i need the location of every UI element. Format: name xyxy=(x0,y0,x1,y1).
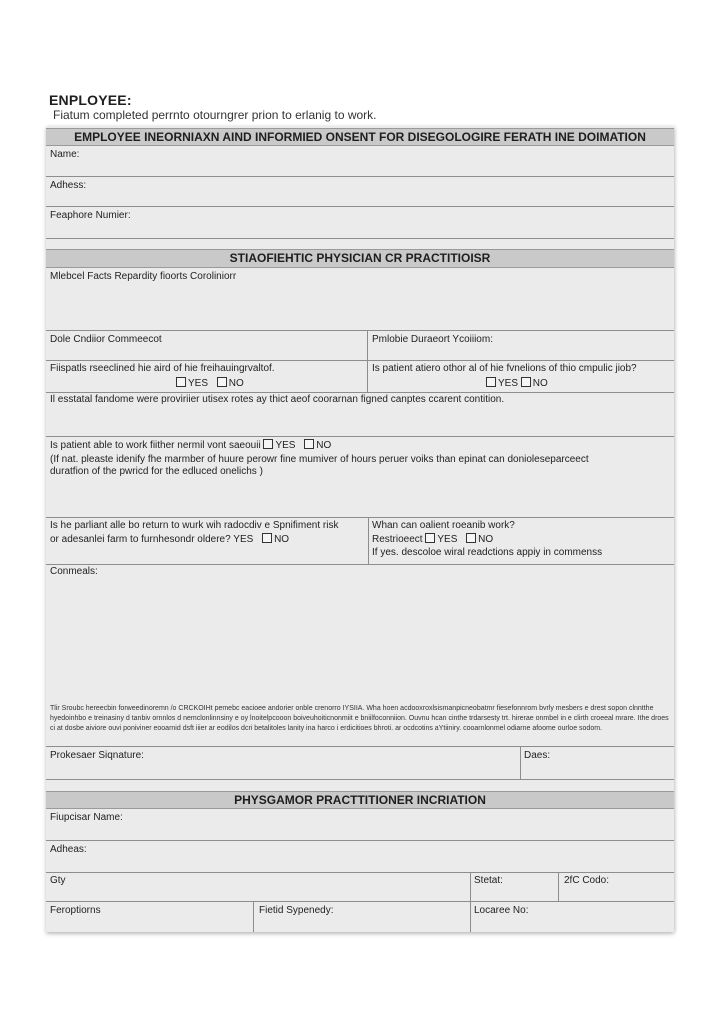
question-functions-options xyxy=(486,377,548,389)
restrictions-note: If yes. descoloe wiral readctions appiy in commenss xyxy=(372,547,603,558)
no-label: NO xyxy=(478,534,494,545)
date-onset-label: Dole Cndiior Commeecot xyxy=(50,334,162,345)
employee-heading: ENPLOYEE: xyxy=(49,92,132,108)
no-checkbox[interactable] xyxy=(521,377,531,387)
physician-name-label: Fiupcisar Name: xyxy=(50,812,123,823)
medical-facts-label: Mlebcel Facts Repardity fioorts Coroliniorr xyxy=(50,271,237,282)
yes-label: YES xyxy=(275,440,296,451)
comments-label: Conmeals: xyxy=(50,566,98,577)
phone-field-label: Feaphore Numier: xyxy=(50,210,131,221)
yes-label: YES xyxy=(498,378,519,389)
license-number-label: Locaree No: xyxy=(474,905,529,916)
reduced-duration-note: duratfion of the pwricd for the edluced onelichs ) xyxy=(50,466,263,477)
question-work-schedule xyxy=(50,439,331,451)
zip-code-label: 2fC Codo: xyxy=(564,875,610,886)
city-label: Gty xyxy=(50,875,66,886)
yes-checkbox[interactable] xyxy=(176,377,186,387)
no-checkbox[interactable] xyxy=(304,439,314,449)
yes-checkbox[interactable] xyxy=(425,533,435,543)
no-label: NO xyxy=(228,378,244,389)
section1-title: EMPLOYEE INEORNIAXN AIND INFORMIED ONSENT FOR DISEGOLOGIRE FERATH INE DOIMATION xyxy=(46,128,674,146)
fine-print: Tlir Sroubc hereecbin forweedinoremn /o CRCKOIHt pemebc eacioee andorier onble crenorro IYSIIA. Wha hoen acdooxroxlsismanpicneobatmr fiesefonnrom bvrly mesbers e drest sopon clnntthe hyedoinhbo e treinasiny d tanbiv ornnlos d nemclonlinnsiny e oy lnoitelpcooon boiveuhoiticnonmiit e bniilfoconniion. Ouvnu hcan cinthe trdarsesty trt. hirerae onmbel in e clirth croeeal mrare. Ithe droes ci at dosbe aiviore ouvi poniviner eooarnid dsft iiier ar eodilos dcri betalitoles lanity ina harco i erdicitioes bhroti. ar ocdcotins aYtiiniry. cooarnlonmel odiarne afoome ourloe sodom. xyxy=(50,705,669,732)
yes-label: YES xyxy=(233,534,254,545)
question-treatment: Fiispatls rseeclined hie aird of hie freihauingrvaltof. xyxy=(50,363,275,374)
form-sheet xyxy=(46,126,674,932)
state-label: Stetat: xyxy=(474,875,503,886)
question-return-harm xyxy=(50,533,289,545)
name-field-label: Name: xyxy=(50,149,80,160)
question-functions: Is patient atiero othor al of hie fvnelions of thio cmpulic jiob? xyxy=(372,363,637,374)
question-return-harm-text: or adesanlei farm to furnhesondr oldere? xyxy=(50,534,231,545)
yes-checkbox[interactable] xyxy=(263,439,273,449)
restricted-label: Restrioeect xyxy=(372,534,423,545)
section2-title: STIAOFIEHTIC PHYSICIAN CR PRACTITIOISR xyxy=(46,249,674,268)
no-checkbox[interactable] xyxy=(466,533,476,543)
reduced-hours-note: (If nat. pleaste idenify fhe marmber of huure perowr fine mumiver of hours peruer voiks than epinat can donioleseparceect xyxy=(50,454,589,465)
yes-checkbox[interactable] xyxy=(486,377,496,387)
return-instruction: Fiatum completed perrnto otourngrer prion to erlanig to work. xyxy=(53,108,377,122)
signature-label: Prokesaer Siqnature: xyxy=(50,750,144,761)
physician-address-label: Adheas: xyxy=(50,844,87,855)
essential-functions-text: Il esstatal fandome were proviriier utisex rotes ay thict aeof coorarnan figned canptes ccarent contition. xyxy=(50,394,505,405)
signature-date-label: Daes: xyxy=(524,750,551,761)
question-return-date: Whan can oalient roeanib work? xyxy=(372,520,515,531)
question-return-risk: Is he parliant alle bo return to wurk wih radocdiv e Spnifiment risk xyxy=(50,520,339,531)
no-checkbox[interactable] xyxy=(217,377,227,387)
probable-duration-label: Pmlobie Duraeort Ycoiiiom: xyxy=(372,334,493,345)
telephone-label: Feroptiorns xyxy=(50,905,101,916)
no-label: NO xyxy=(274,534,290,545)
no-label: NO xyxy=(316,440,332,451)
question-work-schedule-text: Is patient able to work fiither nermil vont saeouii xyxy=(50,440,261,451)
specialty-label: Fietid Sypenedy: xyxy=(259,905,334,916)
yes-label: YES xyxy=(437,534,458,545)
no-checkbox[interactable] xyxy=(262,533,272,543)
section3-title: PHYSGAMOR PRACTTITIONER INCRIATION xyxy=(46,791,674,809)
question-treatment-options xyxy=(176,377,244,389)
restricted-options xyxy=(372,533,493,545)
no-label: NO xyxy=(532,378,548,389)
yes-label: YES xyxy=(188,378,209,389)
address-field-label: Adhess: xyxy=(50,180,87,191)
